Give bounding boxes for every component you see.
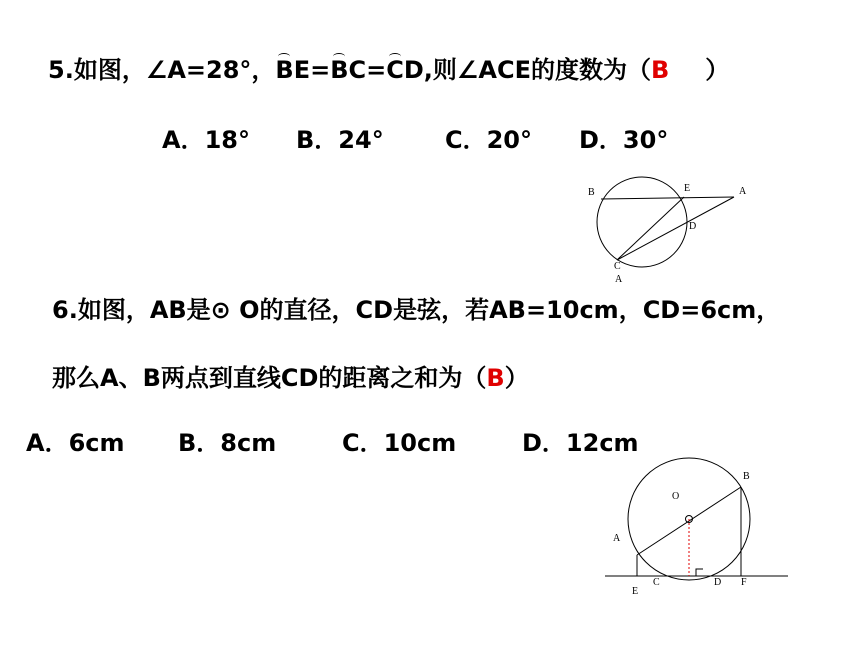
fig6-label-a: A: [613, 533, 621, 544]
fig5-label-d: D: [689, 221, 697, 232]
fig5-label-e: E: [684, 183, 691, 194]
q5-option-b: B．24°: [296, 126, 384, 154]
fig5-label-a2: A: [615, 274, 623, 285]
q6-option-b: B．8cm: [178, 429, 277, 457]
q5-prefix: 5.如图，∠A=28°，: [48, 56, 276, 84]
fig5-circle: [597, 177, 687, 267]
q5-eq2: =: [366, 56, 387, 84]
fig6-label-o: O: [672, 491, 680, 502]
fig6-label-e: E: [632, 586, 639, 597]
fig6-label-d: D: [714, 577, 722, 588]
fig5-label-c: C: [614, 261, 621, 272]
arc-cd: CD: [386, 56, 424, 84]
q5-suffix: ,则∠ACE的度数为（: [423, 56, 651, 84]
fig5-label-b: B: [588, 187, 595, 198]
q5-answer: B: [651, 56, 670, 84]
arc-bc: BC: [330, 56, 367, 84]
arc-be: BE: [275, 56, 311, 84]
q6-answer: B: [486, 364, 505, 392]
q5-option-a: A．18°: [162, 126, 250, 154]
q6-line1: 6.如图，AB是⊙ O的直径，CD是弦，若AB=10cm，CD=6cm，: [52, 296, 781, 324]
fig5-line-ba: [601, 197, 734, 199]
fig5-line-ca: [617, 197, 734, 260]
q5-eq1: =: [310, 56, 331, 84]
fig6-label-b: B: [743, 471, 750, 482]
fig6-label-f: F: [741, 577, 747, 588]
figure-5: [588, 177, 747, 285]
fig5-label-a: A: [739, 186, 747, 197]
q6-close: ）: [504, 364, 529, 392]
fig6-right-angle-mark: [696, 569, 703, 576]
fig6-label-c: C: [653, 577, 660, 588]
q5-close: ）: [705, 56, 730, 84]
q6-option-d: D．12cm: [522, 429, 639, 457]
q6-option-c: C．10cm: [342, 429, 457, 457]
fig5-line-ce: [617, 197, 684, 260]
q6-option-a: A．6cm: [26, 429, 125, 457]
q5-option-c: C．20°: [445, 126, 533, 154]
q5-option-d: D．30°: [579, 126, 669, 154]
q6-line2-prefix: 那么A、B两点到直线CD的距离之和为（: [52, 364, 487, 392]
figure-6: [605, 458, 788, 597]
